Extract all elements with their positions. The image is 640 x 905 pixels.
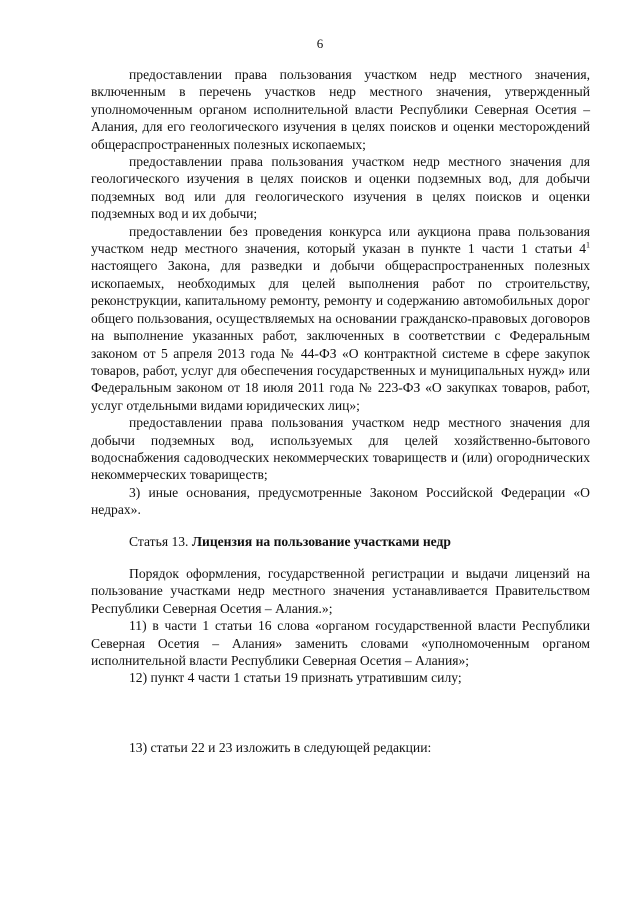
article-number: Статья 13. (129, 533, 192, 549)
body-paragraph: предоставлении права пользования участком недр местного значения для геологического изучения в целях поисков и оценки подземных вод, для добычи подземных вод или для геологического изучения в целях поисков и оценки подземных вод и их добычи; (91, 154, 590, 222)
body-paragraph: 11) в части 1 статьи 16 слова «органом государственной власти Республики Северная Осетия – Алания» заменить словами «уполномоченным органом исполнительной власти Республики Северная Осетия – Алания»; (91, 618, 590, 668)
superscript: 1 (586, 240, 590, 250)
body-paragraph: 13) статьи 22 и 23 изложить в следующей редакции: (129, 739, 432, 755)
body-paragraph: 3) иные основания, предусмотренные Законом Российской Федерации «О недрах». (91, 484, 590, 518)
spacer (91, 687, 590, 739)
body-paragraph: предоставлении права пользования участком недр местного значения, включенным в перечень участков недр местного значения, утвержденный уполномоченным органом исполнительной власти Республики Северная Осетия – Алания, для его геологического изучения в целях поисков и оценки месторождений общераспространенных полезных ископаемых; (91, 67, 590, 152)
paragraph-text: предоставлении без проведения конкурса или аукциона права пользования участком недр местного значения, который указан в пункте 1 части 1 статьи 4 (91, 223, 590, 257)
body-paragraph (91, 223, 590, 414)
paragraph-text: настоящего Закона, для разведки и добычи общераспространенных полезных ископаемых, необходимых для целей выполнения работ по строительству, реконструкции, капитальному ремонту, ремонту и содержанию автомобильных дорог общего пользования, осуществляемых на основании гражданско-правовых договоров на выполнение указанных работ, заключенных в соответствии с Федеральным законом от 5 апреля 2013 года № 44-ФЗ «О контрактной системе в сфере закупок товаров, работ, услуг для обеспечения государственных и муниципальных нужд» или Федеральным законом от 18 июля 2011 года № 223-ФЗ «О закупках товаров, работ, услуг отдельными видами юридических лиц»; (91, 258, 590, 413)
page-number: 6 (316, 36, 324, 51)
body-paragraph: предоставлении права пользования участком недр местного значения для добычи подземных вод, используемых для целей хозяйственно-бытового водоснабжения садоводческих некоммерческих товариществ и (или) огороднических некоммерческих товариществ; (91, 415, 590, 483)
body-paragraph: 12) пункт 4 части 1 статьи 19 признать утратившим силу; (129, 670, 462, 686)
document-body (91, 66, 590, 756)
body-paragraph: Порядок оформления, государственной регистрации и выдачи лицензий на пользование участками недр местного значения устанавливается Правительством Республики Северная Осетия – Алания.»; (91, 565, 590, 616)
article-heading (91, 533, 590, 550)
article-title: Лицензия на пользование участками недр (191, 533, 451, 549)
